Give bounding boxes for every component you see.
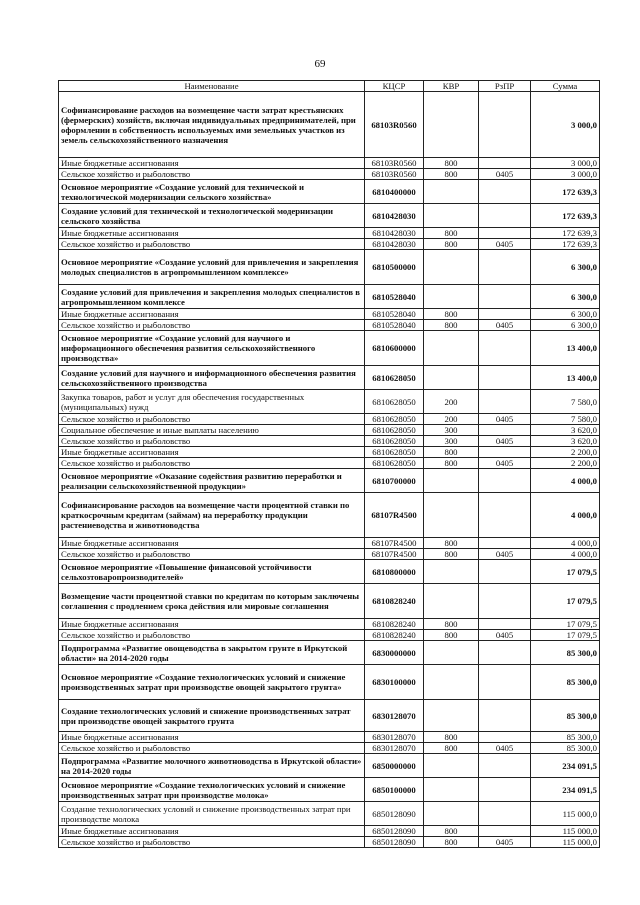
table-row <box>59 665 600 700</box>
row-rzpr <box>479 204 531 228</box>
row-name: Софинансирование расходов на возмещение части процентной ставки по краткосрочным кредитам (займам) на переработку продукции растениеводства и животноводства <box>59 493 365 538</box>
row-name: Закупка товаров, работ и услуг для обеспечения государственных (муниципальных) нужд <box>59 390 365 414</box>
row-kvr <box>424 92 479 158</box>
table-row <box>59 92 600 158</box>
row-code: 6850100000 <box>365 778 424 802</box>
row-kvr: 200 <box>424 414 479 425</box>
row-name: Сельское хозяйство и рыболовство <box>59 436 365 447</box>
row-rzpr <box>479 826 531 837</box>
row-rzpr <box>479 250 531 285</box>
row-kvr <box>424 469 479 493</box>
row-rzpr <box>479 641 531 665</box>
table-row <box>59 743 600 754</box>
row-kvr <box>424 665 479 700</box>
row-sum: 17 079,5 <box>531 630 600 641</box>
row-sum: 85 300,0 <box>531 641 600 665</box>
row-name: Иные бюджетные ассигнования <box>59 447 365 458</box>
row-name: Социальное обеспечение и иные выплаты населению <box>59 425 365 436</box>
row-rzpr: 0405 <box>479 549 531 560</box>
header-rzpr: РзПР <box>479 81 531 92</box>
row-rzpr: 0405 <box>479 320 531 331</box>
row-name: Иные бюджетные ассигнования <box>59 158 365 169</box>
row-sum: 3 620,0 <box>531 425 600 436</box>
row-rzpr <box>479 584 531 619</box>
table-row <box>59 538 600 549</box>
row-name: Основное мероприятие «Создание условий для научного и информационного обеспечения развития сельскохозяйственного производства» <box>59 331 365 366</box>
row-name: Создание условий для привлечения и закрепления молодых специалистов в агропромышленном комплексе <box>59 285 365 309</box>
row-rzpr: 0405 <box>479 458 531 469</box>
table-row <box>59 458 600 469</box>
row-kvr: 800 <box>424 619 479 630</box>
row-name: Возмещение части процентной ставки по кредитам по которым заключены соглашения с продлением срока действия или мировые соглашения <box>59 584 365 619</box>
row-rzpr <box>479 538 531 549</box>
row-kvr <box>424 754 479 778</box>
page-number: 69 <box>314 58 326 70</box>
row-sum: 2 200,0 <box>531 458 600 469</box>
row-sum: 234 091,5 <box>531 778 600 802</box>
row-sum: 4 000,0 <box>531 493 600 538</box>
row-code: 6810528040 <box>365 309 424 320</box>
row-name: Сельское хозяйство и рыболовство <box>59 320 365 331</box>
row-name: Основное мероприятие «Создание условий для привлечения и закрепления молодых специалистов в агропромышленном комплексе» <box>59 250 365 285</box>
row-code: 6810600000 <box>365 331 424 366</box>
row-name: Софинансирование расходов на возмещение части затрат крестьянских (фермерских) хозяйств, включая индивидуальных предпринимателей, при оформлении в собственность используемых ими земельных участков из земель сельскохозяйственного назначения <box>59 92 365 158</box>
row-sum: 7 580,0 <box>531 390 600 414</box>
row-rzpr: 0405 <box>479 414 531 425</box>
row-kvr <box>424 560 479 584</box>
row-rzpr <box>479 309 531 320</box>
row-kvr <box>424 493 479 538</box>
row-code: 6830128070 <box>365 732 424 743</box>
row-code: 6810828240 <box>365 584 424 619</box>
row-code: 6830128070 <box>365 743 424 754</box>
row-rzpr: 0405 <box>479 743 531 754</box>
row-kvr: 800 <box>424 228 479 239</box>
row-kvr <box>424 180 479 204</box>
row-kvr: 800 <box>424 447 479 458</box>
table-row <box>59 228 600 239</box>
row-rzpr: 0405 <box>479 169 531 180</box>
row-kvr: 300 <box>424 425 479 436</box>
table-row <box>59 493 600 538</box>
row-name: Иные бюджетные ассигнования <box>59 732 365 743</box>
row-code: 6810628050 <box>365 436 424 447</box>
row-sum: 2 200,0 <box>531 447 600 458</box>
row-kvr: 800 <box>424 538 479 549</box>
row-sum: 6 300,0 <box>531 285 600 309</box>
row-name: Создание условий для технической и технологической модернизации сельского хозяйства <box>59 204 365 228</box>
row-name: Иные бюджетные ассигнования <box>59 619 365 630</box>
row-rzpr <box>479 447 531 458</box>
row-rzpr <box>479 228 531 239</box>
table-row <box>59 560 600 584</box>
row-sum: 172 639,3 <box>531 180 600 204</box>
row-sum: 85 300,0 <box>531 700 600 732</box>
table-row <box>59 619 600 630</box>
row-rzpr <box>479 700 531 732</box>
row-rzpr <box>479 425 531 436</box>
row-kvr: 800 <box>424 239 479 250</box>
row-sum: 13 400,0 <box>531 366 600 390</box>
row-code: 6850128090 <box>365 826 424 837</box>
row-code: 6830128070 <box>365 700 424 732</box>
row-sum: 115 000,0 <box>531 802 600 826</box>
budget-table <box>58 80 600 848</box>
row-kvr <box>424 802 479 826</box>
row-name: Основное мероприятие «Создание условий для технической и технологической модернизации сельского хозяйства» <box>59 180 365 204</box>
table-row <box>59 390 600 414</box>
row-code: 6830100000 <box>365 665 424 700</box>
row-code: 6850128090 <box>365 837 424 848</box>
row-code: 6810428030 <box>365 239 424 250</box>
row-kvr <box>424 331 479 366</box>
row-sum: 172 639,3 <box>531 239 600 250</box>
row-name: Подпрограмма «Развитие молочного животноводства в Иркутской области» на 2014-2020 годы <box>59 754 365 778</box>
row-code: 6810628050 <box>365 390 424 414</box>
row-name: Сельское хозяйство и рыболовство <box>59 743 365 754</box>
row-kvr <box>424 700 479 732</box>
row-rzpr <box>479 92 531 158</box>
table-row <box>59 425 600 436</box>
row-sum: 17 079,5 <box>531 584 600 619</box>
row-code: 6810528040 <box>365 285 424 309</box>
row-name: Сельское хозяйство и рыболовство <box>59 169 365 180</box>
row-name: Иные бюджетные ассигнования <box>59 228 365 239</box>
row-code: 6810428030 <box>365 228 424 239</box>
row-kvr: 800 <box>424 630 479 641</box>
row-code: 6810828240 <box>365 619 424 630</box>
row-code: 6810828240 <box>365 630 424 641</box>
row-rzpr <box>479 754 531 778</box>
row-sum: 6 300,0 <box>531 320 600 331</box>
table-row <box>59 630 600 641</box>
row-rzpr <box>479 366 531 390</box>
row-kvr <box>424 778 479 802</box>
row-sum: 3 620,0 <box>531 436 600 447</box>
row-sum: 7 580,0 <box>531 414 600 425</box>
row-code: 6810500000 <box>365 250 424 285</box>
row-rzpr: 0405 <box>479 630 531 641</box>
row-code: 6810628050 <box>365 414 424 425</box>
table-row <box>59 309 600 320</box>
header-kvr: КВР <box>424 81 479 92</box>
row-sum: 6 300,0 <box>531 250 600 285</box>
table-row <box>59 414 600 425</box>
row-code: 68103R0560 <box>365 92 424 158</box>
row-kvr: 200 <box>424 390 479 414</box>
table-header-row <box>59 81 600 92</box>
table-row <box>59 239 600 250</box>
row-sum: 4 000,0 <box>531 549 600 560</box>
table-body <box>59 92 600 848</box>
row-kvr: 800 <box>424 158 479 169</box>
table-row <box>59 837 600 848</box>
table-row <box>59 436 600 447</box>
row-kvr <box>424 204 479 228</box>
row-rzpr <box>479 802 531 826</box>
row-sum: 85 300,0 <box>531 665 600 700</box>
row-kvr <box>424 250 479 285</box>
row-name: Сельское хозяйство и рыболовство <box>59 239 365 250</box>
row-name: Сельское хозяйство и рыболовство <box>59 549 365 560</box>
row-code: 6850000000 <box>365 754 424 778</box>
row-rzpr <box>479 778 531 802</box>
header-name: Наименование <box>59 81 365 92</box>
row-code: 6810628050 <box>365 447 424 458</box>
row-code: 6810428030 <box>365 204 424 228</box>
table-row <box>59 158 600 169</box>
row-kvr: 800 <box>424 743 479 754</box>
table-row <box>59 447 600 458</box>
row-rzpr: 0405 <box>479 239 531 250</box>
row-rzpr: 0405 <box>479 436 531 447</box>
row-sum: 17 079,5 <box>531 560 600 584</box>
table-row <box>59 584 600 619</box>
row-code: 6810628050 <box>365 458 424 469</box>
table-row <box>59 285 600 309</box>
row-code: 6810628050 <box>365 425 424 436</box>
row-name: Основное мероприятие «Оказание содействия развитию переработки и реализации сельскохозяйственной продукции» <box>59 469 365 493</box>
row-kvr: 800 <box>424 458 479 469</box>
header-code: КЦСР <box>365 81 424 92</box>
row-code: 68107R4500 <box>365 549 424 560</box>
row-kvr <box>424 641 479 665</box>
row-name: Сельское хозяйство и рыболовство <box>59 414 365 425</box>
row-name: Основное мероприятие «Повышение финансовой устойчивости сельхозтоваропроизводителей» <box>59 560 365 584</box>
row-kvr <box>424 584 479 619</box>
row-sum: 3 000,0 <box>531 158 600 169</box>
row-sum: 85 300,0 <box>531 743 600 754</box>
row-code: 6850128090 <box>365 802 424 826</box>
table-row <box>59 366 600 390</box>
table-row <box>59 732 600 743</box>
table-row <box>59 469 600 493</box>
row-sum: 85 300,0 <box>531 732 600 743</box>
row-kvr: 800 <box>424 732 479 743</box>
row-code: 6810700000 <box>365 469 424 493</box>
row-rzpr <box>479 665 531 700</box>
row-sum: 172 639,3 <box>531 228 600 239</box>
row-kvr: 800 <box>424 549 479 560</box>
row-sum: 3 000,0 <box>531 169 600 180</box>
row-rzpr <box>479 619 531 630</box>
row-name: Сельское хозяйство и рыболовство <box>59 458 365 469</box>
row-kvr <box>424 285 479 309</box>
table-row <box>59 700 600 732</box>
table-row <box>59 802 600 826</box>
row-code: 68107R4500 <box>365 493 424 538</box>
row-name: Подпрограмма «Развитие овощеводства в закрытом грунте в Иркутской области» на 2014-2020 годы <box>59 641 365 665</box>
row-rzpr <box>479 493 531 538</box>
row-kvr: 300 <box>424 436 479 447</box>
row-sum: 115 000,0 <box>531 826 600 837</box>
row-name: Сельское хозяйство и рыболовство <box>59 837 365 848</box>
row-rzpr <box>479 469 531 493</box>
row-name: Иные бюджетные ассигнования <box>59 826 365 837</box>
row-sum: 6 300,0 <box>531 309 600 320</box>
row-kvr: 800 <box>424 826 479 837</box>
row-code: 68103R0560 <box>365 158 424 169</box>
table-row <box>59 320 600 331</box>
header-sum: Сумма <box>531 81 600 92</box>
row-kvr <box>424 366 479 390</box>
row-rzpr <box>479 158 531 169</box>
table-row <box>59 169 600 180</box>
row-code: 68103R0560 <box>365 169 424 180</box>
row-sum: 3 000,0 <box>531 92 600 158</box>
table-row <box>59 826 600 837</box>
row-sum: 4 000,0 <box>531 469 600 493</box>
table-row <box>59 180 600 204</box>
row-sum: 13 400,0 <box>531 331 600 366</box>
row-name: Иные бюджетные ассигнования <box>59 538 365 549</box>
row-name: Основное мероприятие «Создание технологических условий и снижение производственных затрат при производстве молока» <box>59 778 365 802</box>
table-row <box>59 250 600 285</box>
row-code: 6830000000 <box>365 641 424 665</box>
row-code: 6810528040 <box>365 320 424 331</box>
row-name: Основное мероприятие «Создание технологических условий и снижение производственных затрат при производстве овощей закрытого грунта» <box>59 665 365 700</box>
row-name: Создание технологических условий и снижение производственных затрат при производстве молока <box>59 802 365 826</box>
row-rzpr <box>479 390 531 414</box>
row-rzpr <box>479 732 531 743</box>
table-row <box>59 754 600 778</box>
row-sum: 115 000,0 <box>531 837 600 848</box>
row-rzpr <box>479 560 531 584</box>
table-row <box>59 778 600 802</box>
row-sum: 17 079,5 <box>531 619 600 630</box>
table-row <box>59 549 600 560</box>
row-rzpr <box>479 180 531 204</box>
row-name: Сельское хозяйство и рыболовство <box>59 630 365 641</box>
table-row <box>59 204 600 228</box>
table-row <box>59 641 600 665</box>
row-code: 6810628050 <box>365 366 424 390</box>
table-row <box>59 331 600 366</box>
row-sum: 172 639,3 <box>531 204 600 228</box>
row-rzpr <box>479 331 531 366</box>
row-code: 68107R4500 <box>365 538 424 549</box>
row-sum: 4 000,0 <box>531 538 600 549</box>
row-kvr: 800 <box>424 320 479 331</box>
row-sum: 234 091,5 <box>531 754 600 778</box>
row-kvr: 800 <box>424 309 479 320</box>
row-name: Создание условий для научного и информационного обеспечения развития сельскохозяйственного производства <box>59 366 365 390</box>
row-code: 6810800000 <box>365 560 424 584</box>
row-rzpr <box>479 285 531 309</box>
row-name: Иные бюджетные ассигнования <box>59 309 365 320</box>
row-rzpr: 0405 <box>479 837 531 848</box>
row-kvr: 800 <box>424 837 479 848</box>
row-kvr: 800 <box>424 169 479 180</box>
row-name: Создание технологических условий и снижение производственных затрат при производстве овощей закрытого грунта <box>59 700 365 732</box>
row-code: 6810400000 <box>365 180 424 204</box>
